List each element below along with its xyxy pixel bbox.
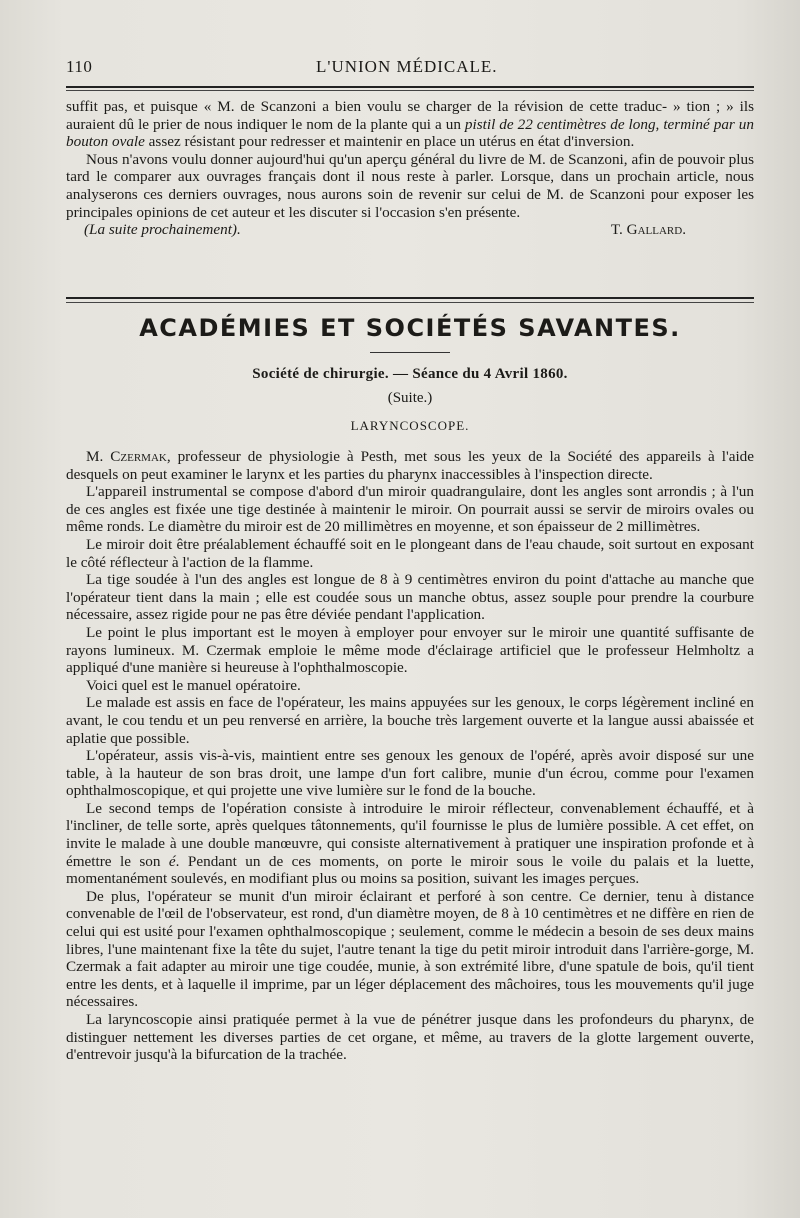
- article-paragraph: [66, 694, 754, 747]
- meeting-heading: Société de chirurgie. — Séance du 4 Avril 1860.: [252, 366, 568, 382]
- text-run: Le second temps de l'opération consiste à introduire le miroir réflecteur, convenablement échauffé, et à l'incliner, de telle sorte, après quelques tâtonnements, qu'il fournisse le plus de lumière possible. A cet effet, on invite le malade à une double manœuvre, qui consiste alternativement à pratiquer une inspiration profonde et à émettre le son: [66, 799, 754, 870]
- article-paragraph: [66, 536, 754, 571]
- text-run: Le point le plus important est le moyen à employer pour envoyer sur le miroir une quantité suffisante de rayons lumineux. M. Czermak emploie le même mode d'éclairage artificiel que le professeur Helmholtz a appliqué d'une manière si heureuse à l'ophthalmoscopie.: [66, 623, 754, 677]
- article-body: [66, 448, 754, 1064]
- page-number: 110: [66, 57, 93, 76]
- article-paragraph: [66, 677, 754, 695]
- text-run: Czermak: [110, 448, 167, 465]
- title-underline: [370, 352, 450, 353]
- header-rule: [66, 86, 754, 88]
- article-paragraph: [66, 747, 754, 800]
- section-rule: [66, 297, 754, 299]
- closing-note: (La suite prochainement).: [84, 221, 241, 239]
- article-paragraph: [66, 1011, 754, 1064]
- page-header: [66, 57, 750, 83]
- text-run: é: [168, 852, 176, 870]
- text-run: Le malade est assis en face de l'opérateur, les mains appuyées sur les genoux, le corps légèrement incliné en avant, le cou tendu et un peu renversé en arrière, la bouche très largement ouverte et la langue aussi abaissée et aplatie que possible.: [66, 694, 754, 747]
- text-run: Nous n'avons voulu donner aujourd'hui qu'un aperçu général du livre de M. de Scanzoni, afin de pouvoir plus tard le comparer aux ouvrages français dont il nous reste à parler. Lorsque, dans un prochain article, nous analyserons ces derniers ouvrages, nous aurons soin de revenir sur celui de M. de Scanzoni pour exposer les principales opinions de cet auteur et les discuter si l'occasion s'en présente.: [66, 150, 754, 221]
- section-title: ACADÉMIES ET SOCIÉTÉS SAVANTES.: [139, 314, 681, 342]
- text-run: suffit pas, et puisque « M. de Scanzoni a bien voulu se charger de la révision de cette traduc- » tion ; » ils auraient dû le prier de nous indiquer le nom de la plante qui a un: [66, 98, 754, 133]
- text-run: L'appareil instrumental se compose d'abord d'un miroir quadrangulaire, dont les angles sont arrondis ; à l'un de ces angles est fixée une tige destinée à maintenir le miroir. On pourrait aussi se servir de miroirs ovales ou même ronds. Le diamètre du miroir est de 20 millimètres en moyenne, et son épaisseur de 2 millimètres.: [66, 483, 754, 536]
- text-run: De plus, l'opérateur se munit d'un miroir éclairant et perforé à son centre. Ce dernier, tenu à distance convenable de l'œil de l'observateur, est rond, d'un diamètre moyen, de 8 à 10 centimètres et ne diffère en rien de celui qui est usité pour l'examen ophthalmoscopique ; seulement, comme le médecin a besoin de ses deux mains libres, l'une maintenant fixe la tête du sujet, l'autre tenant la tige du petit miroir introduit dans l'arrière-gorge, M. Czermak a fait adapter au miroir une tige coudée, munie, à son extrémité libre, d'une spatule de bois, qu'il tient entre les dents, et à laquelle il imprime, par un léger déplacement des mâchoires, tous les mouvements qu'il juge nécessaires.: [66, 887, 754, 1011]
- header-rule-thin: [66, 90, 754, 91]
- text-run: Voici quel est le manuel opératoire.: [86, 676, 301, 694]
- section-rule-thin: [66, 302, 754, 303]
- text-run: M.: [86, 448, 111, 465]
- text-run: . Pendant un de ces moments, on porte le miroir sous le voile du palais et la luette, momentanément soulevés, en modifiant plus ou moins sa position, suivant les images perçues.: [66, 852, 755, 888]
- text-run: L'opérateur, assis vis-à-vis, maintient entre ses genoux les genoux de l'opéré, après avoir disposé sur une table, à la hauteur de son bras droit, une lampe d'un fort calibre, munie d'un écrou, comme pour l'examen ophthalmoscopique, et qui projette une vive lumière sur le fond de la bouche.: [66, 747, 754, 800]
- running-title: L'UNION MÉDICALE.: [316, 57, 498, 76]
- article-paragraph: [66, 483, 754, 536]
- author-signature: T. Gallard.: [610, 221, 686, 239]
- signature-line: [66, 221, 754, 239]
- text-run: La laryncoscopie ainsi pratiquée permet à la vue de pénétrer jusque dans les profondeurs du pharynx, de distinguer nettement les diverses parties de cet organe, et même, au travers de la glotte largement ouverte, d'entrevoir jusqu'à la bifurcation de la trachée.: [66, 1011, 754, 1064]
- text-run: pistil de 22 centimètres de long, terminé par un bouton ovale: [66, 115, 754, 151]
- continuation-paragraphs: [66, 98, 754, 221]
- continuation-paragraph: [66, 98, 754, 151]
- continuation-text: [66, 98, 754, 239]
- text-run: assez résistant pour redresser et maintenir en place un utérus en état d'inversion.: [144, 133, 635, 151]
- continuation-paragraph: [66, 151, 754, 221]
- text-run: Le miroir doit être préalablement échauffé soit en le plongeant dans de l'eau chaude, soit surtout en exposant le côté réflecteur à l'action de la flamme.: [66, 535, 754, 571]
- text-run: La tige soudée à l'un des angles est longue de 8 à 9 centimètres environ du point d'attache au manche que l'opérateur tient dans la main ; elle est coudée sous un manche obtus, assez souple pour prendre la courbure nécessaire, assez rigide pour ne pas être déviée pendant l'application.: [66, 571, 754, 624]
- article-paragraph: [66, 624, 754, 677]
- article-paragraph: [66, 448, 754, 483]
- suite-label: (Suite.): [387, 390, 433, 406]
- article-paragraph: [66, 888, 754, 1011]
- article-paragraph: [66, 800, 754, 888]
- article-subheading: LARYNCOSCOPE.: [350, 418, 470, 433]
- text-run: , professeur de physiologie à Pesth, met sous les yeux de la Société des appareils à l'aide desquels on peut examiner le larynx et les parties du pharynx inaccessibles à l'inspection directe.: [66, 448, 755, 483]
- article-paragraph: [66, 571, 754, 624]
